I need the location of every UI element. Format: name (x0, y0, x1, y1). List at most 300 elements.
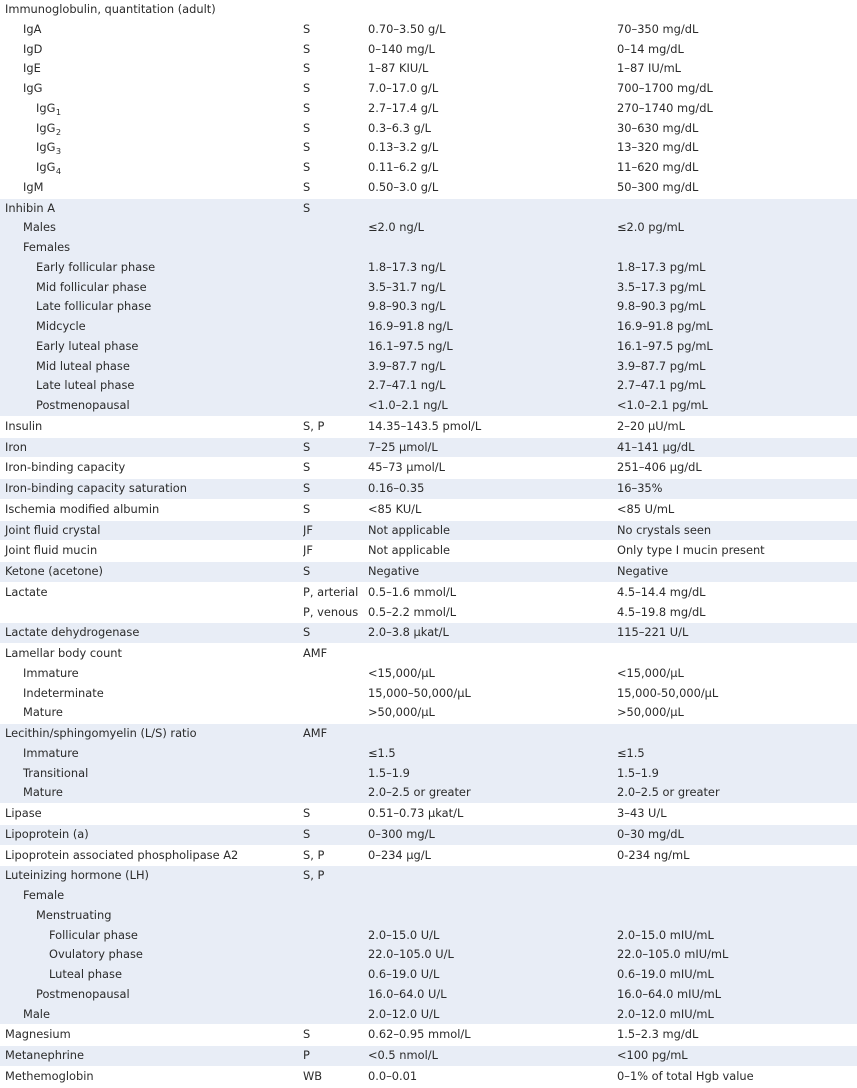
conventional-units-cell: 16–35% (617, 481, 663, 495)
test-group (0, 0, 857, 199)
si-units-cell: 3.9–87.7 ng/L (368, 358, 446, 373)
table-row (0, 906, 857, 926)
conventional-units-cell: 0–1% of total Hgb value (617, 1068, 754, 1083)
table-row (0, 541, 857, 561)
conventional-units-cell: <85 U/mL (617, 501, 675, 516)
si-units-cell: ≤1.5 (368, 745, 396, 760)
conventional-units-cell: 70–350 mg/dL (617, 21, 699, 36)
table-row (0, 317, 857, 337)
specimen-cell: JF (303, 522, 313, 537)
si-units-cell: 0–234 μg/L (368, 847, 431, 862)
test-name: Late luteal phase (36, 378, 135, 393)
test-name: Iron-binding capacity (5, 460, 126, 475)
specimen-cell (303, 764, 368, 784)
si-units-cell: 0.70–3.50 g/L (368, 21, 446, 36)
si-units-cell: 3.5–31.7 ng/L (368, 279, 446, 294)
table-row (0, 1067, 857, 1087)
conventional-units-cell: No crystals seen (617, 522, 712, 537)
test-group (0, 866, 857, 1025)
si-units-cell: <0.5 nmol/L (368, 1048, 438, 1062)
conventional-units-cell (617, 906, 857, 926)
table-row (0, 926, 857, 946)
si-units-cell: 1.5–1.9 (368, 765, 410, 780)
table-row (0, 583, 857, 603)
conventional-units-cell: Only type I mucin present (617, 543, 765, 558)
table-row (0, 965, 857, 985)
table-row (0, 804, 857, 824)
test-name-cell (0, 541, 303, 561)
test-group (0, 521, 857, 542)
table-row (0, 703, 857, 723)
si-units-cell (368, 724, 617, 744)
test-name-cell (0, 521, 303, 541)
test-name: IgG (23, 81, 43, 95)
si-units-cell (368, 238, 617, 258)
conventional-units-cell: 700–1700 mg/dL (617, 81, 713, 95)
conventional-units-cell (617, 724, 857, 744)
test-name-cell (0, 985, 303, 1005)
si-units-cell: Not applicable (368, 522, 450, 537)
si-units-cell: <1.0–2.1 ng/L (368, 398, 448, 412)
specimen-cell: S (303, 501, 311, 516)
table-row (0, 199, 857, 219)
test-name: IgE (23, 61, 41, 76)
table-row (0, 866, 857, 886)
test-name-cell (0, 846, 303, 866)
conventional-units-cell: 251–406 μg/dL (617, 460, 702, 475)
test-name-cell (0, 866, 303, 886)
test-name-cell (0, 99, 303, 119)
test-name: Iron-binding capacity saturation (5, 481, 187, 495)
conventional-units-cell: 1.8–17.3 pg/mL (617, 259, 706, 274)
specimen-cell: S (303, 439, 311, 454)
test-name: Midcycle (36, 319, 86, 333)
si-units-cell: 0.16–0.35 (368, 481, 425, 495)
test-name-cell (0, 644, 303, 664)
si-units-cell (368, 886, 617, 906)
si-units-cell: 7.0–17.0 g/L (368, 81, 439, 95)
conventional-units-cell (617, 644, 857, 664)
test-group (0, 583, 857, 624)
test-name-cell (0, 20, 303, 40)
si-units-cell: 15,000–50,000/μL (368, 685, 471, 700)
table-row (0, 1005, 857, 1025)
specimen-cell (303, 396, 368, 416)
conventional-units-cell: 13–320 mg/dL (617, 140, 699, 155)
si-units-cell: 22.0–105.0 U/L (368, 947, 454, 962)
specimen-cell: S (303, 460, 311, 475)
table-row (0, 337, 857, 357)
table-row (0, 40, 857, 60)
conventional-units-cell (617, 199, 857, 219)
test-name: Insulin (5, 418, 43, 433)
si-units-cell: 0.11–6.2 g/L (368, 160, 439, 174)
table-row (0, 521, 857, 541)
specimen-cell: S (303, 100, 311, 115)
test-name-cell (0, 0, 303, 20)
conventional-units-cell: 11–620 mg/dL (617, 160, 699, 174)
specimen-cell: S (303, 564, 311, 578)
test-name-cell (0, 1067, 303, 1087)
si-units-cell (368, 866, 617, 886)
test-name: IgM (23, 179, 44, 194)
conventional-units-cell: 3–43 U/L (617, 806, 667, 820)
test-name: Indeterminate (23, 685, 104, 700)
test-name: Ischemia modified albumin (5, 501, 160, 516)
si-units-cell: 0–140 mg/L (368, 41, 435, 56)
conventional-units-cell: <15,000/μL (617, 665, 684, 680)
test-name-cell (0, 376, 303, 396)
conventional-units-cell: 115–221 U/L (617, 625, 689, 640)
subclass-subscript: 3 (55, 146, 62, 157)
test-name: Females (23, 240, 71, 254)
si-units-cell: ≤2.0 ng/L (368, 220, 424, 235)
test-name: Early follicular phase (36, 259, 156, 274)
table-row (0, 138, 857, 158)
si-units-cell: 16.1–97.5 ng/L (368, 338, 453, 353)
si-units-cell: 9.8–90.3 ng/L (368, 299, 446, 314)
test-group (0, 623, 857, 644)
test-name-cell (0, 479, 303, 499)
test-name: Immunoglobulin, quantitation (adult) (5, 2, 216, 16)
test-group (0, 644, 857, 724)
test-name-cell (0, 926, 303, 946)
specimen-cell (303, 926, 368, 946)
conventional-units-cell: 2.0–15.0 mIU/mL (617, 927, 714, 942)
conventional-units-cell: Negative (617, 564, 669, 578)
test-name-cell (0, 79, 303, 99)
test-name-cell (0, 804, 303, 824)
test-name: IgG (36, 160, 56, 174)
conventional-units-cell: 0-234 ng/mL (617, 847, 690, 862)
test-group (0, 458, 857, 479)
test-name: Lactate dehydrogenase (5, 625, 140, 640)
specimen-cell: S (303, 1027, 311, 1042)
subclass-subscript: 2 (55, 126, 62, 137)
conventional-units-cell: ≤2.0 pg/mL (617, 220, 685, 235)
conventional-units-cell: 0–30 mg/dL (617, 826, 684, 841)
table-row (0, 764, 857, 784)
si-units-cell (368, 906, 617, 926)
specimen-cell: S (303, 200, 311, 215)
si-units-cell: 2.0–2.5 or greater (368, 785, 471, 800)
test-group (0, 825, 857, 846)
table-row (0, 0, 857, 20)
test-group (0, 479, 857, 500)
test-name: Postmenopausal (36, 986, 130, 1001)
test-name-cell (0, 664, 303, 684)
si-units-cell: 0.5–2.2 mmol/L (368, 604, 457, 619)
specimen-cell (303, 258, 368, 278)
test-name: Luteal phase (49, 967, 122, 981)
test-name: Metanephrine (5, 1048, 85, 1062)
test-group (0, 438, 857, 459)
si-units-cell (368, 0, 617, 20)
conventional-units-cell: 41–141 μg/dL (617, 439, 695, 454)
test-name: Mature (23, 785, 63, 800)
test-name-cell (0, 138, 303, 158)
test-name-cell (0, 438, 303, 458)
test-name-cell (0, 297, 303, 317)
specimen-cell (303, 945, 368, 965)
test-group (0, 846, 857, 867)
test-name-cell (0, 764, 303, 784)
specimen-cell (303, 1005, 368, 1025)
test-name-cell (0, 258, 303, 278)
test-group (0, 804, 857, 825)
subclass-subscript: 1 (55, 106, 62, 117)
si-units-cell (368, 644, 617, 664)
table-row (0, 1046, 857, 1066)
test-name: Late follicular phase (36, 299, 152, 314)
si-units-cell: 2.0–15.0 U/L (368, 927, 440, 942)
specimen-cell: S (303, 61, 311, 76)
si-units-cell: 2.7–17.4 g/L (368, 100, 439, 115)
test-name: Joint fluid mucin (5, 543, 98, 558)
test-name: Immature (23, 745, 79, 760)
conventional-units-cell: 2.0–2.5 or greater (617, 785, 720, 800)
table-row (0, 744, 857, 764)
test-group (0, 1067, 857, 1088)
table-row (0, 985, 857, 1005)
specimen-cell: S (303, 21, 311, 36)
test-name: IgG (36, 120, 56, 135)
test-name: Lactate (5, 584, 48, 599)
specimen-cell: S, P (303, 847, 325, 862)
table-row (0, 603, 857, 623)
test-name-cell (0, 458, 303, 478)
table-row (0, 376, 857, 396)
test-name-cell (0, 199, 303, 219)
conventional-units-cell: 30–630 mg/dL (617, 120, 699, 135)
test-name: IgD (23, 41, 43, 56)
test-name: Ketone (acetone) (5, 564, 103, 578)
table-row (0, 59, 857, 79)
specimen-cell: S (303, 826, 311, 841)
test-name-cell (0, 744, 303, 764)
test-name-cell (0, 724, 303, 744)
si-units-cell: 0.3–6.3 g/L (368, 120, 431, 135)
table-row (0, 158, 857, 178)
specimen-cell (303, 783, 368, 803)
si-units-cell: >50,000/μL (368, 705, 435, 720)
specimen-cell (303, 684, 368, 704)
conventional-units-cell: 16.1–97.5 pg/mL (617, 338, 713, 353)
si-units-cell: Negative (368, 564, 420, 578)
test-name-cell (0, 1005, 303, 1025)
test-name: Iron (5, 439, 27, 454)
specimen-cell: S (303, 806, 311, 820)
conventional-units-cell: 1.5–1.9 (617, 765, 659, 780)
conventional-units-cell: 15,000-50,000/μL (617, 685, 719, 700)
table-row (0, 20, 857, 40)
conventional-units-cell: <100 pg/mL (617, 1048, 688, 1062)
test-name-cell (0, 603, 303, 623)
specimen-cell (303, 297, 368, 317)
specimen-cell (303, 664, 368, 684)
specimen-cell: P, venous (303, 604, 359, 619)
table-row (0, 644, 857, 664)
specimen-cell (303, 278, 368, 298)
conventional-units-cell: >50,000/μL (617, 705, 684, 720)
specimen-cell: S (303, 481, 311, 495)
si-units-cell: 0.5–1.6 mmol/L (368, 584, 457, 599)
conventional-units-cell: ≤1.5 (617, 745, 645, 760)
conventional-units-cell: 9.8–90.3 pg/mL (617, 299, 706, 314)
specimen-cell: S (303, 625, 311, 640)
specimen-cell (303, 886, 368, 906)
test-name-cell (0, 1046, 303, 1066)
test-name: Lamellar body count (5, 646, 122, 660)
si-units-cell: 2.0–3.8 μkat/L (368, 625, 449, 640)
table-row (0, 218, 857, 238)
test-name: Males (23, 220, 56, 235)
test-name: Immature (23, 665, 79, 680)
specimen-cell (303, 357, 368, 377)
subclass-subscript: 4 (55, 166, 62, 176)
si-units-cell: 16.0–64.0 U/L (368, 986, 447, 1001)
test-name: IgA (23, 21, 42, 36)
table-row (0, 783, 857, 803)
table-row (0, 945, 857, 965)
si-units-cell: 0.6–19.0 U/L (368, 967, 440, 981)
test-name: IgG (36, 140, 56, 155)
table-row (0, 684, 857, 704)
conventional-units-cell: <1.0–2.1 pg/mL (617, 398, 708, 412)
specimen-cell: S (303, 41, 311, 56)
specimen-cell: S (303, 179, 311, 194)
conventional-units-cell: 16.9–91.8 pg/mL (617, 319, 713, 333)
test-name-cell (0, 278, 303, 298)
conventional-units-cell: 270–1740 mg/dL (617, 100, 713, 115)
specimen-cell (303, 965, 368, 985)
conventional-units-cell: 1–87 IU/mL (617, 61, 682, 76)
conventional-units-cell: 22.0–105.0 mIU/mL (617, 947, 729, 962)
test-name: Postmenopausal (36, 398, 130, 412)
conventional-units-cell: 2.7–47.1 pg/mL (617, 378, 706, 393)
table-row (0, 396, 857, 416)
test-group (0, 199, 857, 417)
test-name: Mid follicular phase (36, 279, 147, 294)
test-name: Male (23, 1006, 50, 1021)
specimen-cell (303, 0, 368, 20)
specimen-cell: S (303, 140, 311, 155)
test-name-cell (0, 178, 303, 198)
test-name-cell (0, 886, 303, 906)
test-name: Early luteal phase (36, 338, 139, 353)
si-units-cell: 2.0–12.0 U/L (368, 1006, 440, 1021)
test-group (0, 724, 857, 804)
table-row (0, 825, 857, 845)
test-group (0, 500, 857, 521)
test-name-cell (0, 40, 303, 60)
specimen-cell (303, 218, 368, 238)
conventional-units-cell: 0–14 mg/dL (617, 41, 684, 56)
test-group (0, 417, 857, 438)
test-name-cell (0, 945, 303, 965)
specimen-cell (303, 985, 368, 1005)
si-units-cell: <15,000/μL (368, 665, 435, 680)
table-row (0, 79, 857, 99)
table-row (0, 623, 857, 643)
table-row (0, 119, 857, 139)
test-name-cell (0, 965, 303, 985)
conventional-units-cell: 1.5–2.3 mg/dL (617, 1027, 699, 1042)
si-units-cell: 0.62–0.95 mmol/L (368, 1027, 471, 1042)
specimen-cell: P, arterial (303, 584, 359, 599)
table-row (0, 886, 857, 906)
test-group (0, 1025, 857, 1046)
table-row (0, 846, 857, 866)
test-name: Female (23, 888, 65, 902)
test-name-cell (0, 59, 303, 79)
test-name-cell (0, 337, 303, 357)
test-name-cell (0, 357, 303, 377)
specimen-cell: AMF (303, 726, 328, 740)
table-row (0, 297, 857, 317)
specimen-cell: S (303, 81, 311, 95)
si-units-cell: 0.13–3.2 g/L (368, 140, 439, 155)
specimen-cell (303, 376, 368, 396)
specimen-cell (303, 744, 368, 764)
conventional-units-cell: 2–20 μU/mL (617, 418, 685, 433)
conventional-units-cell: 3.5–17.3 pg/mL (617, 279, 706, 294)
table-row (0, 258, 857, 278)
specimen-cell: S (303, 160, 311, 174)
table-row (0, 724, 857, 744)
conventional-units-cell: 50–300 mg/dL (617, 179, 699, 194)
conventional-units-cell (617, 886, 857, 906)
conventional-units-cell (617, 0, 857, 20)
test-name: Mature (23, 705, 63, 720)
test-name-cell (0, 238, 303, 258)
si-units-cell: Not applicable (368, 543, 450, 558)
test-name: Ovulatory phase (49, 947, 143, 962)
si-units-cell: 14.35–143.5 pmol/L (368, 418, 482, 433)
test-name: Joint fluid crystal (5, 522, 101, 537)
test-name: Inhibin A (5, 200, 55, 215)
table-row (0, 99, 857, 119)
test-name-cell (0, 703, 303, 723)
si-units-cell: 16.9–91.8 ng/L (368, 319, 453, 333)
si-units-cell: <85 KU/L (368, 501, 422, 516)
test-name-cell (0, 119, 303, 139)
test-name-cell (0, 500, 303, 520)
conventional-units-cell: 4.5–14.4 mg/dL (617, 584, 706, 599)
specimen-cell: AMF (303, 646, 328, 660)
si-units-cell: 0.50–3.0 g/L (368, 179, 439, 194)
conventional-units-cell: 16.0–64.0 mIU/mL (617, 986, 722, 1001)
table-row (0, 1025, 857, 1045)
conventional-units-cell (617, 866, 857, 886)
test-name-cell (0, 158, 303, 178)
specimen-cell (303, 703, 368, 723)
test-name-cell (0, 218, 303, 238)
table-row (0, 438, 857, 458)
specimen-cell: S, P (303, 418, 325, 433)
si-units-cell: 45–73 μmol/L (368, 460, 445, 475)
table-row (0, 417, 857, 437)
test-name: IgG (36, 100, 56, 115)
test-name-cell (0, 906, 303, 926)
specimen-cell: S, P (303, 868, 325, 883)
table-row (0, 357, 857, 377)
conventional-units-cell: 0.6–19.0 mIU/mL (617, 967, 714, 981)
test-name-cell (0, 562, 303, 582)
si-units-cell: 1–87 KIU/L (368, 61, 429, 76)
test-group (0, 541, 857, 562)
table-row (0, 458, 857, 478)
